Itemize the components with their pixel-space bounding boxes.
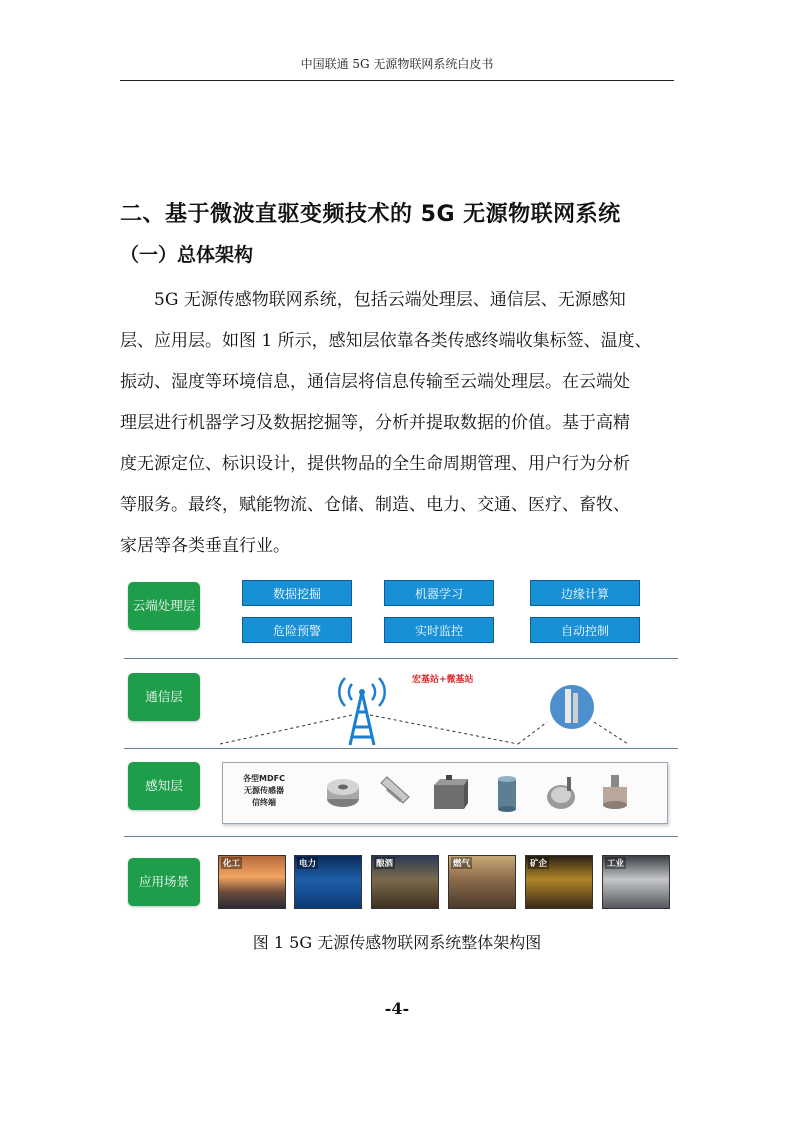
scene-label: 矿企 — [530, 859, 548, 869]
layer-label-sense: 感知层 — [128, 762, 200, 810]
cloud-button-auto-control: 自动控制 — [530, 617, 640, 643]
microcell-icon — [550, 685, 594, 729]
sensor-disk-icon — [323, 771, 363, 815]
layer-label-app: 应用场景 — [128, 858, 200, 906]
scene-chemical — [218, 855, 286, 909]
cloud-button-realtime-monitor: 实时监控 — [384, 617, 494, 643]
sensor-flange-icon — [595, 771, 635, 815]
paragraph-line: 理层进行机器学习及数据挖掘等，分析并提取数据的价值。基于高精 — [120, 413, 630, 433]
architecture-figure — [122, 572, 678, 917]
page-number: -4- — [384, 999, 410, 1018]
tower-icon — [339, 678, 384, 745]
scene-label: 工业 — [607, 859, 625, 869]
cloud-button-data-mining: 数据挖掘 — [242, 580, 352, 606]
scene-label: 电力 — [299, 859, 317, 869]
sensor-box-icon — [428, 771, 472, 815]
cloud-button-edge-computing: 边缘计算 — [530, 580, 640, 606]
sensor-probe-icon — [541, 771, 581, 815]
sensor-cylinder-icon — [488, 771, 528, 815]
figure-caption: 图 1 5G 无源传感物联网系统整体架构图 — [252, 933, 542, 952]
body-paragraph — [120, 280, 674, 567]
sensor-panel — [222, 762, 668, 824]
comm-label: 宏基站+微基站 — [412, 675, 474, 685]
sensor-description — [229, 773, 299, 809]
subsection-heading: （一）总体架构 — [120, 244, 254, 266]
cloud-button-machine-learning: 机器学习 — [384, 580, 494, 606]
sensor-text-line: 无源传感器 — [244, 786, 284, 795]
scene-mining — [525, 855, 593, 909]
layer-label-cloud: 云端处理层 — [128, 582, 200, 630]
layer-label-comm: 通信层 — [128, 673, 200, 721]
layer-divider — [124, 748, 678, 749]
scene-power — [294, 855, 362, 909]
scene-label: 酿酒 — [376, 859, 394, 869]
scene-brewing — [371, 855, 439, 909]
cloud-button-danger-warning: 危险预警 — [242, 617, 352, 643]
header-rule — [120, 80, 674, 81]
scene-industry — [602, 855, 670, 909]
sensor-text-line: 各型MDFC — [243, 774, 285, 783]
layer-divider — [124, 658, 678, 659]
scene-label: 化工 — [223, 859, 241, 869]
sensor-text-line: 信终端 — [252, 798, 276, 807]
paragraph-line: 家居等各类垂直行业。 — [120, 536, 290, 556]
sensor-bracket-icon — [375, 771, 415, 815]
paragraph-line: 振动、湿度等环境信息，通信层将信息传输至云端处理层。在云端处 — [120, 372, 630, 392]
scene-gas — [448, 855, 516, 909]
layer-divider — [124, 836, 678, 837]
paragraph-line: 度无源定位、标识设计，提供物品的全生命周期管理、用户行为分析 — [120, 454, 630, 474]
paragraph-line: 5G 无源传感物联网系统，包括云端处理层、通信层、无源感知 — [154, 290, 626, 310]
section-heading: 二、基于微波直驱变频技术的 5G 无源物联网系统 — [120, 202, 621, 227]
paragraph-line: 层、应用层。如图 1 所示，感知层依靠各类传感终端收集标签、温度、 — [120, 331, 652, 351]
running-header: 中国联通 5G 无源物联网系统白皮书 — [300, 57, 494, 71]
paragraph-line: 等服务。最终，赋能物流、仓储、制造、电力、交通、医疗、畜牧、 — [120, 495, 630, 515]
scene-label: 燃气 — [453, 859, 471, 869]
